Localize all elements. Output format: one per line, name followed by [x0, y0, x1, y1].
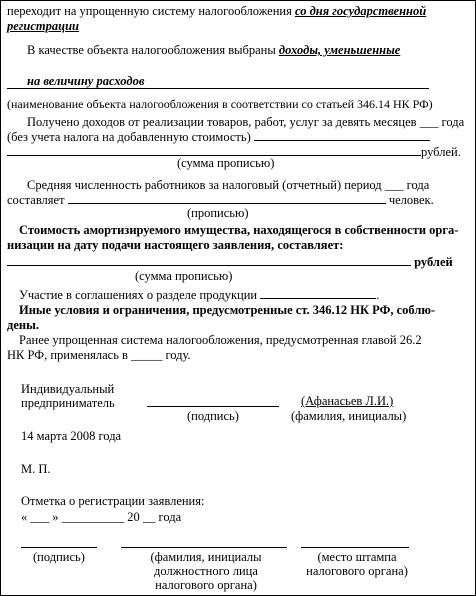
stamp-place: М. П.: [21, 462, 51, 476]
previous-line-1: Ранее упрощенная система налогообложения, предусмотренная главой 26.2: [19, 333, 422, 347]
signer-name-caption: (фамилия, инициалы): [291, 409, 407, 423]
income-field-1: [254, 129, 430, 141]
registration-title: Отметка о регистрации заявления:: [21, 494, 205, 508]
registration-stamp-caption-1: (место штампа: [317, 550, 397, 564]
signer-name: (Афанасьев Л.И.): [301, 394, 394, 408]
registration-sign-caption: (подпись): [33, 550, 85, 564]
registration-name-caption-2: должностного лица: [154, 564, 258, 578]
object-text: В качестве объекта налогообложения выбраны: [27, 43, 279, 57]
intro-line-2: [7, 19, 469, 34]
registration-stamp-caption-2: налогового органа): [306, 564, 408, 578]
intro-line: [7, 4, 469, 19]
previous-line-2: НК РФ, применялась в _____ году.: [7, 348, 191, 362]
income-line-1: Получено доходов от реализации товаров, работ, услуг за девять месяцев ___ года: [27, 115, 465, 129]
psa-field: [260, 287, 376, 299]
assets-caption: (сумма прописью): [135, 269, 233, 283]
registration-sign-line: [21, 547, 97, 548]
signature-caption: (подпись): [187, 409, 239, 423]
income-field-2: [7, 144, 421, 156]
employees-field: [68, 192, 386, 204]
registration-name-caption-1: (фамилия, инициалы: [150, 550, 262, 564]
signature-line: [147, 406, 279, 407]
income-line-2: [7, 129, 469, 145]
assets-line-3: [7, 254, 469, 270]
signer-role-2: предприниматель: [21, 396, 115, 410]
employees-unit: человек.: [388, 193, 434, 207]
object-value: доходы, уменьшенные: [278, 43, 401, 57]
employees-line-2-text: составляет: [7, 193, 68, 207]
object-underline: [7, 88, 429, 89]
object-value-2: на величину расходов: [27, 74, 145, 88]
assets-field: [7, 254, 411, 266]
income-caption: (сумма прописью): [177, 156, 275, 170]
psa-line: Участие в соглашениях о разделе продукции .: [19, 288, 380, 302]
registration-date-line: « ___ » __________ 20 __ года: [21, 510, 182, 524]
employees-caption: (прописью): [187, 206, 249, 220]
registration-date-choice-2: регистрации: [7, 19, 79, 33]
other-line-1: Иные условия и ограничения, предусмотренные ст. 346.12 НК РФ, соблю-: [19, 303, 436, 317]
document-date: 14 марта 2008 года: [21, 429, 122, 443]
registration-date-choice: со дня государственной: [294, 4, 427, 18]
assets-line-2: низации на дату подачи настоящего заявления, составляет:: [7, 238, 344, 252]
object-line-2: [27, 74, 469, 89]
intro-text: переходит на упрощенную систему налогообложения: [7, 4, 295, 18]
assets-line-1: Стоимость амортизируемого имущества, находящегося в собственности орга-: [19, 223, 459, 237]
registration-name-line: [121, 547, 287, 548]
object-line: [27, 43, 469, 58]
other-line-2: дены.: [7, 318, 39, 332]
registration-name-caption-3: налогового органа): [155, 578, 257, 592]
assets-currency: рублей: [414, 255, 453, 269]
registration-stamp-line: [301, 547, 409, 548]
psa-text: Участие в соглашениях о разделе продукции: [19, 288, 261, 302]
income-currency: рублей.: [421, 145, 461, 159]
income-line-2-text: (без учета налога на добавленную стоимость): [7, 130, 254, 144]
employees-line-1: Средняя численность работников за налоговый (отчетный) период ___ года: [27, 178, 430, 192]
signer-role-1: Индивидуальный: [21, 382, 115, 396]
object-caption: (наименование объекта налогообложения в соответствии со статьей 346.14 НК РФ): [7, 97, 433, 111]
